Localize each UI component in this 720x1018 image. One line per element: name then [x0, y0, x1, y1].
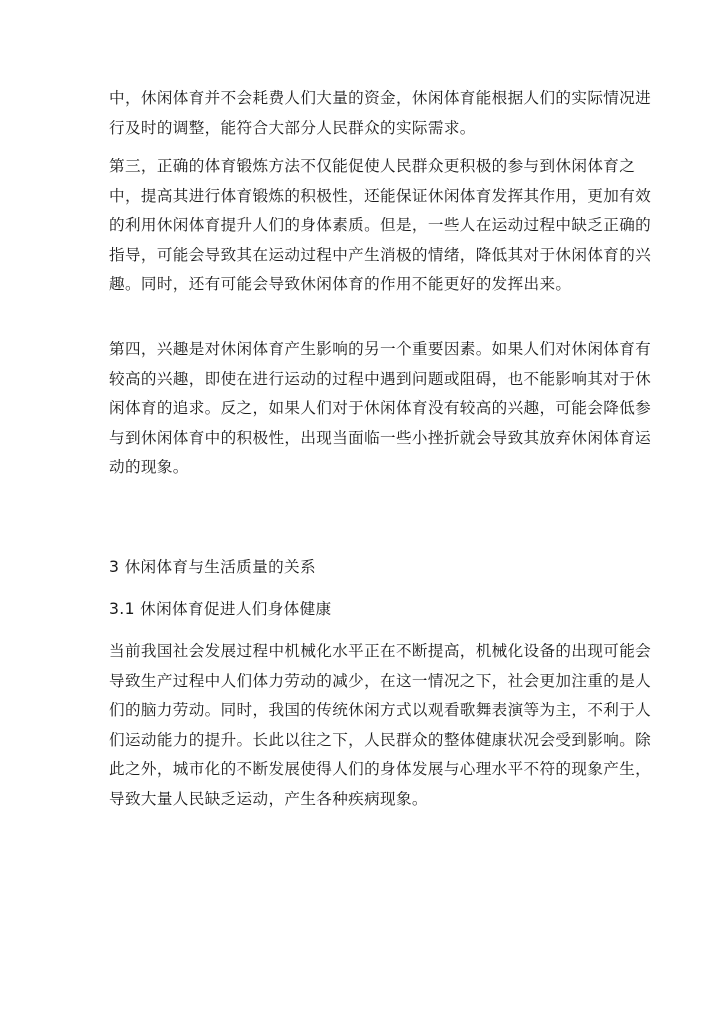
text-line: 的利用休闲体育提升人们的身体素质。但是，一些人在运动过程中缺乏正确的 [109, 216, 652, 235]
text-line: 导致大量人民缺乏运动，产生各种疾病现象。 [109, 789, 428, 808]
text-line: 闲体育的追求。反之，如果人们对于休闲体育没有较高的兴趣，可能会降低参 [109, 399, 652, 418]
text-line: 当前我国社会发展过程中机械化水平正在不断提高，机械化设备的出现可能会 [109, 642, 652, 660]
paragraph-continuation [109, 84, 651, 143]
section-heading: 3 休闲体育与生活质量的关系 [109, 558, 316, 576]
text-line: 指导，可能会导致其在运动过程中产生消极的情绪，降低其对于休闲体育的兴 [109, 245, 652, 264]
paragraph-third-point [109, 152, 651, 300]
text-line: 导致生产过程中人们体力劳动的减少，在这一情况之下，社会更加注重的是人 [109, 671, 652, 690]
text-line: 中，休闲体育并不会耗费人们大量的资金，休闲体育能根据人们的实际情况进 [109, 89, 652, 107]
subsection-heading: 3.1 休闲体育促进人们身体健康 [109, 600, 332, 618]
text-line: 行及时的调整，能符合大部分人民群众的实际需求。 [109, 118, 476, 137]
text-line: 们的脑力劳动。同时，我国的传统休闲方式以观看歌舞表演等为主，不利于人 [109, 701, 652, 720]
paragraph-fourth-point [109, 335, 651, 483]
text-line: 第三，正确的体育锻炼方法不仅能促使人民群众更积极的参与到休闲体育之 [109, 157, 636, 175]
text-line: 们运动能力的提升。长此以往之下，人民群众的整体健康状况会受到影响。除 [109, 730, 652, 749]
text-line: 与到休闲体育中的积极性，出现当面临一些小挫折就会导致其放弃休闲体育运 [109, 428, 652, 447]
text-line: 中，提高其进行体育锻炼的积极性，还能保证休闲体育发挥其作用，更加有效 [109, 186, 652, 205]
text-line: 较高的兴趣，即使在进行运动的过程中遇到问题或阻碍，也不能影响其对于休 [109, 369, 652, 388]
text-line: 第四，兴趣是对休闲体育产生影响的另一个重要因素。如果人们对休闲体育有 [109, 340, 652, 358]
text-line: 趣。同时，还有可能会导致休闲体育的作用不能更好的发挥出来。 [109, 275, 572, 294]
paragraph-body-health [109, 637, 651, 815]
text-line: 动的现象。 [109, 458, 189, 477]
text-line: 此之外，城市化的不断发展使得人们的身体发展与心理水平不符的现象产生， [109, 760, 652, 779]
